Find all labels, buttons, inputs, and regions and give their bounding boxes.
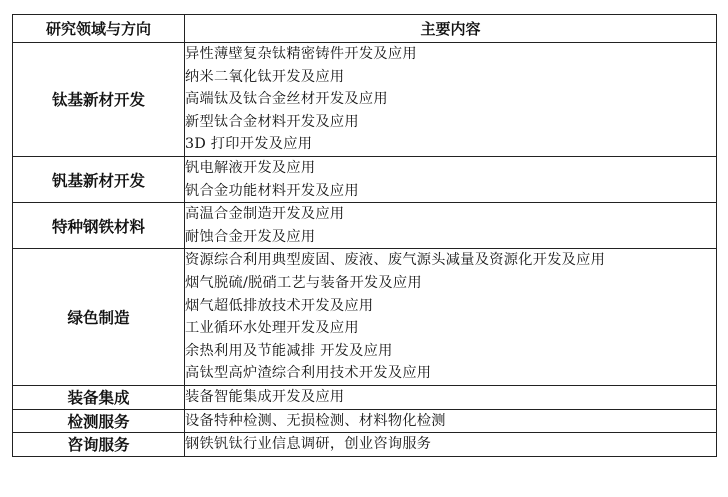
table-row	[13, 156, 717, 202]
research-field: 特种钢铁材料	[13, 203, 185, 249]
content-item: 新型钛合金材料开发及应用	[185, 113, 359, 130]
research-table	[12, 14, 717, 457]
content-item: 烟气超低排放技术开发及应用	[185, 297, 374, 314]
main-content	[185, 203, 717, 249]
table-row	[13, 385, 717, 409]
content-item: 纳米二氧化钛开发及应用	[185, 68, 345, 85]
content-item: 3D 打印开发及应用	[185, 136, 313, 153]
header-content: 主要内容	[185, 15, 717, 43]
header-field: 研究领域与方向	[13, 15, 185, 43]
main-content	[185, 156, 717, 202]
content-item: 余热利用及节能减排 开发及应用	[185, 342, 393, 359]
main-content	[185, 249, 717, 386]
content-item: 钒合金功能材料开发及应用	[185, 182, 359, 199]
content-item: 高钛型高炉渣综合利用技术开发及应用	[185, 365, 432, 382]
main-content	[185, 409, 717, 433]
table-body	[13, 43, 717, 457]
content-item: 高端钛及钛合金丝材开发及应用	[185, 91, 388, 108]
content-item: 装备智能集成开发及应用	[185, 388, 345, 405]
table-row	[13, 43, 717, 157]
main-content	[185, 433, 717, 457]
table-row	[13, 409, 717, 433]
table-row	[13, 249, 717, 386]
table-row	[13, 203, 717, 249]
research-field: 钛基新材开发	[13, 43, 185, 157]
content-item: 高温合金制造开发及应用	[185, 206, 345, 223]
content-item: 耐蚀合金开发及应用	[185, 228, 316, 245]
header-row	[13, 15, 717, 43]
content-item: 钒电解液开发及应用	[185, 159, 316, 176]
content-item: 钢铁钒钛行业信息调研，创业咨询服务	[185, 436, 432, 453]
main-content	[185, 43, 717, 157]
content-item: 烟气脱硫/脱硝工艺与装备开发及应用	[185, 274, 422, 291]
research-field: 检测服务	[13, 409, 185, 433]
content-item: 异性薄壁复杂钛精密铸件开发及应用	[185, 46, 417, 62]
research-field: 钒基新材开发	[13, 156, 185, 202]
research-field: 咨询服务	[13, 433, 185, 457]
content-item: 资源综合利用典型废固、废液、废气源头减量及资源化开发及应用	[185, 252, 606, 269]
table-row	[13, 433, 717, 457]
research-field: 装备集成	[13, 385, 185, 409]
main-content	[185, 385, 717, 409]
research-field: 绿色制造	[13, 249, 185, 386]
content-item: 工业循环水处理开发及应用	[185, 320, 359, 337]
content-item: 设备特种检测、无损检测、材料物化检测	[185, 412, 446, 429]
